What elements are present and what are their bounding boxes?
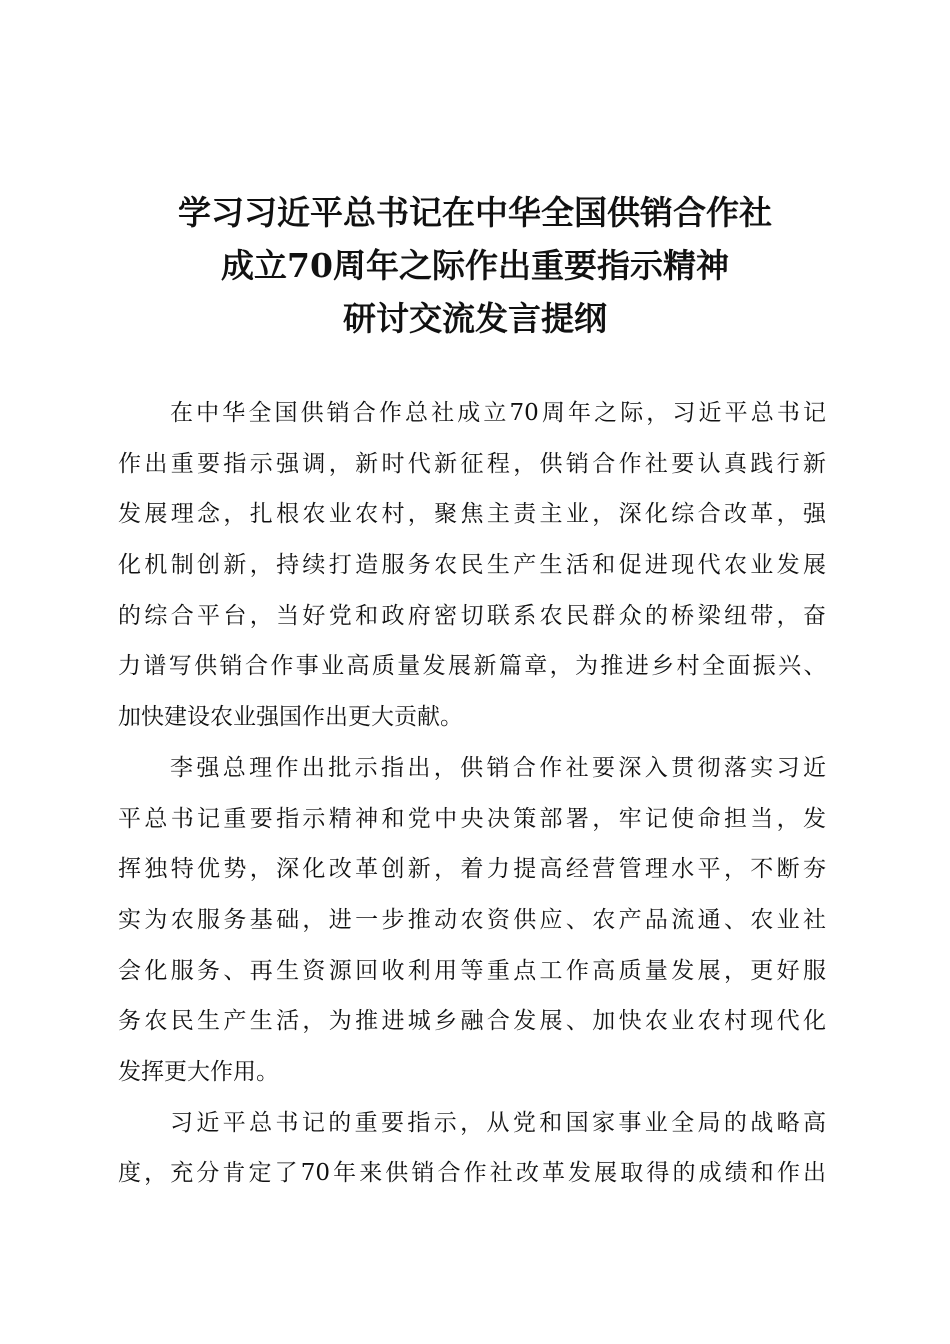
paragraph-line: 挥独特优势，深化改革创新，着力提高经营管理水平，不断夯 bbox=[118, 856, 826, 883]
paragraph-line: 务农民生产生活，为推进城乡融合发展、加快农业农村现代化 bbox=[118, 1008, 826, 1035]
paragraph-line: 会化服务、再生资源回收利用等重点工作高质量发展，更好服 bbox=[118, 957, 826, 984]
paragraph-line: 平总书记重要指示精神和党中央决策部署，牢记使命担当，发 bbox=[118, 805, 826, 832]
document-title bbox=[0, 186, 950, 345]
paragraph-line: 实为农服务基础，进一步推动农资供应、农产品流通、农业社 bbox=[118, 906, 826, 933]
paragraph-line: 在中华全国供销合作总社成立70周年之际，习近平总书记 bbox=[170, 400, 826, 426]
paragraph-line: 力谱写供销合作事业高质量发展新篇章，为推进乡村全面振兴、 bbox=[118, 653, 826, 680]
document-body bbox=[118, 388, 826, 1199]
paragraph-line: 李强总理作出批示指出，供销合作社要深入贯彻落实习近 bbox=[170, 754, 826, 781]
paragraph-line: 习近平总书记的重要指示，从党和国家事业全局的战略高 bbox=[170, 1109, 826, 1136]
title-line-3: 研讨交流发言提纲 bbox=[343, 299, 607, 338]
paragraph-line: 作出重要指示强调，新时代新征程，供销合作社要认真践行新 bbox=[118, 450, 826, 477]
paragraph-3 bbox=[118, 1098, 826, 1199]
paragraph-1 bbox=[118, 388, 826, 743]
paragraph-line: 发展理念，扎根农业农村，聚焦主责主业，深化综合改革，强 bbox=[118, 501, 826, 528]
title-line-1: 学习习近平总书记在中华全国供销合作社 bbox=[178, 193, 772, 232]
paragraph-line: 度，充分肯定了70年来供销合作社改革发展取得的成绩和作出 bbox=[118, 1160, 826, 1187]
paragraph-line: 加快建设农业强国作出更大贡献。 bbox=[118, 704, 463, 731]
paragraph-line: 化机制创新，持续打造服务农民生产生活和促进现代农业发展 bbox=[118, 552, 826, 579]
paragraph-line: 发挥更大作用。 bbox=[118, 1058, 279, 1085]
title-line-2: 成立70周年之际作出重要指示精神 bbox=[221, 246, 729, 285]
paragraph-line: 的综合平台，当好党和政府密切联系农民群众的桥梁纽带，奋 bbox=[118, 602, 826, 629]
paragraph-2 bbox=[118, 743, 826, 1098]
